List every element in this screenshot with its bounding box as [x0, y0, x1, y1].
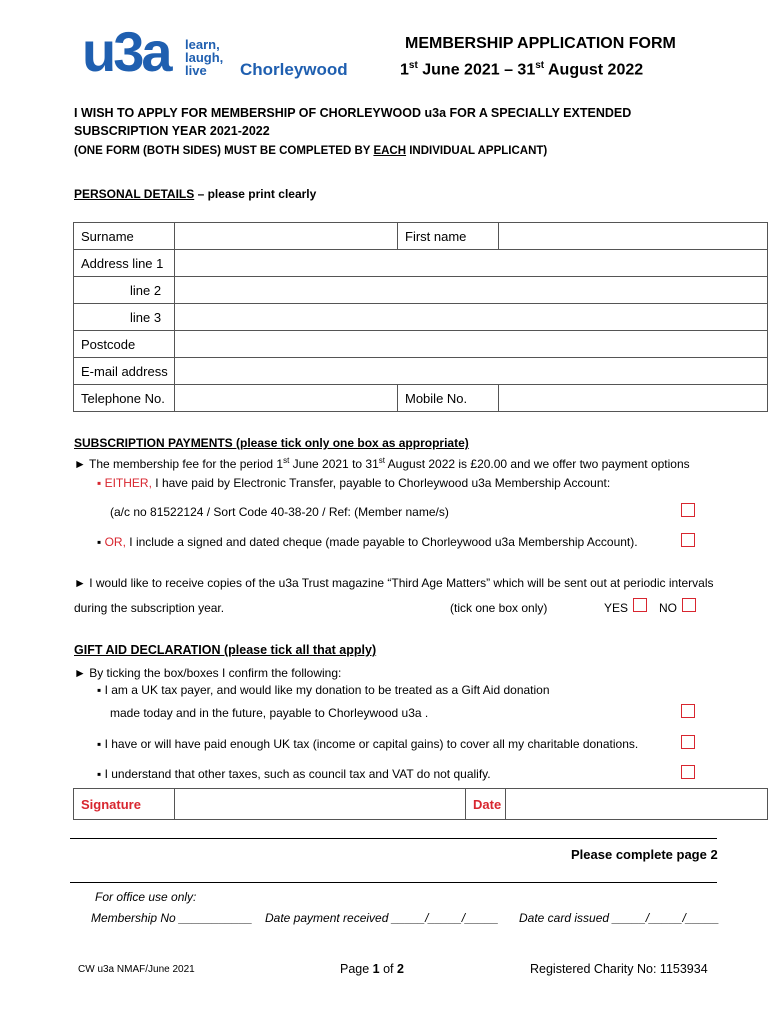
intro-line-3: [74, 145, 547, 157]
telephone-input[interactable]: [175, 385, 398, 412]
period-part: 1: [400, 61, 409, 79]
office-use-heading: For office use only:: [95, 890, 197, 904]
or-option: [97, 535, 638, 549]
gift-aid-tick-2[interactable]: [681, 735, 695, 749]
gift-aid-item-2: [97, 737, 638, 751]
fee-part: ► The membership fee for the period 1: [74, 457, 284, 471]
intro-line-2: SUBSCRIPTION YEAR 2021-2022: [74, 124, 270, 138]
address-line-1-label: Address line 1: [74, 250, 175, 277]
page-number: [340, 962, 404, 976]
personal-heading-note: – please print clearly: [194, 187, 317, 201]
address-line-3-input[interactable]: [175, 304, 768, 331]
or-text: I include a signed and dated cheque (made payable to Chorleywood u3a Membership Account).: [125, 535, 638, 549]
surname-input[interactable]: [175, 223, 398, 250]
intro-line-1: I WISH TO APPLY FOR MEMBERSHIP OF CHORLEYWOOD u3a FOR A SPECIALLY EXTENDED: [74, 106, 632, 120]
fee-part: June 2021 to 31: [289, 457, 379, 471]
office-date-payment: Date payment received _____/_____/_____: [265, 911, 499, 925]
intro-emphasis: EACH: [373, 145, 407, 157]
branch-name: Chorleywood: [240, 60, 348, 79]
page-total: 2: [397, 962, 404, 976]
gift-aid-item-1-cont: made today and in the future, payable to Chorleywood u3a .: [110, 706, 429, 720]
gift-aid-item-1: [97, 683, 550, 697]
either-tick-box[interactable]: [681, 503, 695, 517]
yes-label: YES: [604, 601, 629, 615]
email-label: E-mail address: [74, 358, 175, 385]
gift-aid-tick-1[interactable]: [681, 704, 695, 718]
postcode-input[interactable]: [175, 331, 768, 358]
gift-bullet: ▪: [97, 737, 105, 751]
gift-item-text: I understand that other taxes, such as council tax and VAT do not qualify.: [104, 767, 491, 781]
office-membership-no: Membership No ___________: [91, 911, 253, 925]
subscription-heading: SUBSCRIPTION PAYMENTS (please tick only one box as appropriate): [74, 436, 469, 450]
period-sup: st: [408, 60, 418, 71]
tagline-line: laugh,: [185, 50, 224, 65]
gift-aid-tick-3[interactable]: [681, 765, 695, 779]
signature-input[interactable]: [175, 789, 466, 820]
fee-sup: st: [283, 456, 290, 465]
surname-label: Surname: [74, 223, 175, 250]
magazine-text: ► I would like to receive copies of the u3a Trust magazine “Third Age Matters” which will be sent out at periodic intervals: [74, 576, 714, 590]
personal-details-table: [73, 222, 768, 412]
first-name-input[interactable]: [499, 223, 768, 250]
no-tick-box[interactable]: [682, 598, 696, 612]
intro-text: INDIVIDUAL APPLICANT): [406, 145, 548, 157]
footer-ref: CW u3a NMAF/June 2021: [78, 964, 195, 975]
or-bullet: ▪: [97, 535, 105, 549]
personal-heading: [74, 187, 316, 201]
first-name-label: First name: [398, 223, 499, 250]
membership-fee-text: [74, 456, 690, 471]
signature-table: [73, 788, 768, 820]
yes-tick-box[interactable]: [633, 598, 647, 612]
address-line-2-label: line 2: [74, 277, 175, 304]
gift-aid-heading: GIFT AID DECLARATION (please tick all that apply): [74, 643, 377, 657]
fee-sup: st: [378, 456, 385, 465]
period-part: June 2021 – 31: [417, 61, 536, 79]
email-input[interactable]: [175, 358, 768, 385]
gift-item-text: I am a UK tax payer, and would like my donation to be treated as a Gift Aid donation: [104, 683, 550, 697]
or-label: OR,: [104, 535, 126, 549]
either-label: EITHER,: [104, 476, 152, 490]
form-period: [400, 60, 643, 79]
address-line-2-input[interactable]: [175, 277, 768, 304]
intro-text: (ONE FORM (BOTH SIDES) MUST BE COMPLETED BY: [74, 145, 374, 157]
account-details: (a/c no 81522124 / Sort Code 40-38-20 / Ref: (Member name/s): [110, 505, 449, 519]
divider: [70, 882, 717, 883]
gift-aid-item-3: [97, 767, 491, 781]
period-part: August 2022: [544, 61, 644, 79]
divider: [70, 838, 717, 839]
either-bullet: ▪: [97, 476, 105, 490]
continue-note: Please complete page 2: [571, 847, 718, 862]
gift-bullet: ▪: [97, 683, 105, 697]
page-text: of: [379, 962, 397, 976]
tick-one-note: (tick one box only): [450, 601, 548, 615]
page-text: Page: [340, 962, 373, 976]
signature-label: Signature: [74, 789, 175, 820]
postcode-label: Postcode: [74, 331, 175, 358]
telephone-label: Telephone No.: [74, 385, 175, 412]
mobile-input[interactable]: [499, 385, 768, 412]
page-current: 1: [372, 962, 380, 976]
tagline-line: learn,: [185, 37, 220, 52]
office-date-card: Date card issued _____/_____/_____: [519, 911, 720, 925]
no-label: NO: [659, 601, 677, 615]
either-option: [97, 476, 610, 490]
address-line-1-input[interactable]: [175, 250, 768, 277]
personal-heading-title: PERSONAL DETAILS: [74, 187, 195, 201]
charity-number: Registered Charity No: 1153934: [530, 962, 708, 976]
gift-bullet: ▪: [97, 767, 105, 781]
date-input[interactable]: [506, 789, 768, 820]
form-title: MEMBERSHIP APPLICATION FORM: [405, 35, 676, 52]
gift-aid-intro: ► By ticking the box/boxes I confirm the following:: [74, 666, 342, 680]
tagline-line: live: [185, 63, 207, 78]
either-text: I have paid by Electronic Transfer, payable to Chorleywood u3a Membership Account:: [151, 476, 611, 490]
mobile-label: Mobile No.: [398, 385, 499, 412]
date-label: Date: [466, 789, 506, 820]
gift-item-text: I have or will have paid enough UK tax (income or capital gains) to cover all my charitable donations.: [104, 737, 639, 751]
logo-tagline: [185, 38, 223, 77]
u3a-logo: u3a: [82, 20, 170, 83]
fee-part: August 2022 is £20.00 and we offer two payment options: [385, 457, 690, 471]
period-sup: st: [535, 60, 545, 71]
or-tick-box[interactable]: [681, 533, 695, 547]
magazine-text-2: during the subscription year.: [74, 601, 225, 615]
address-line-3-label: line 3: [74, 304, 175, 331]
